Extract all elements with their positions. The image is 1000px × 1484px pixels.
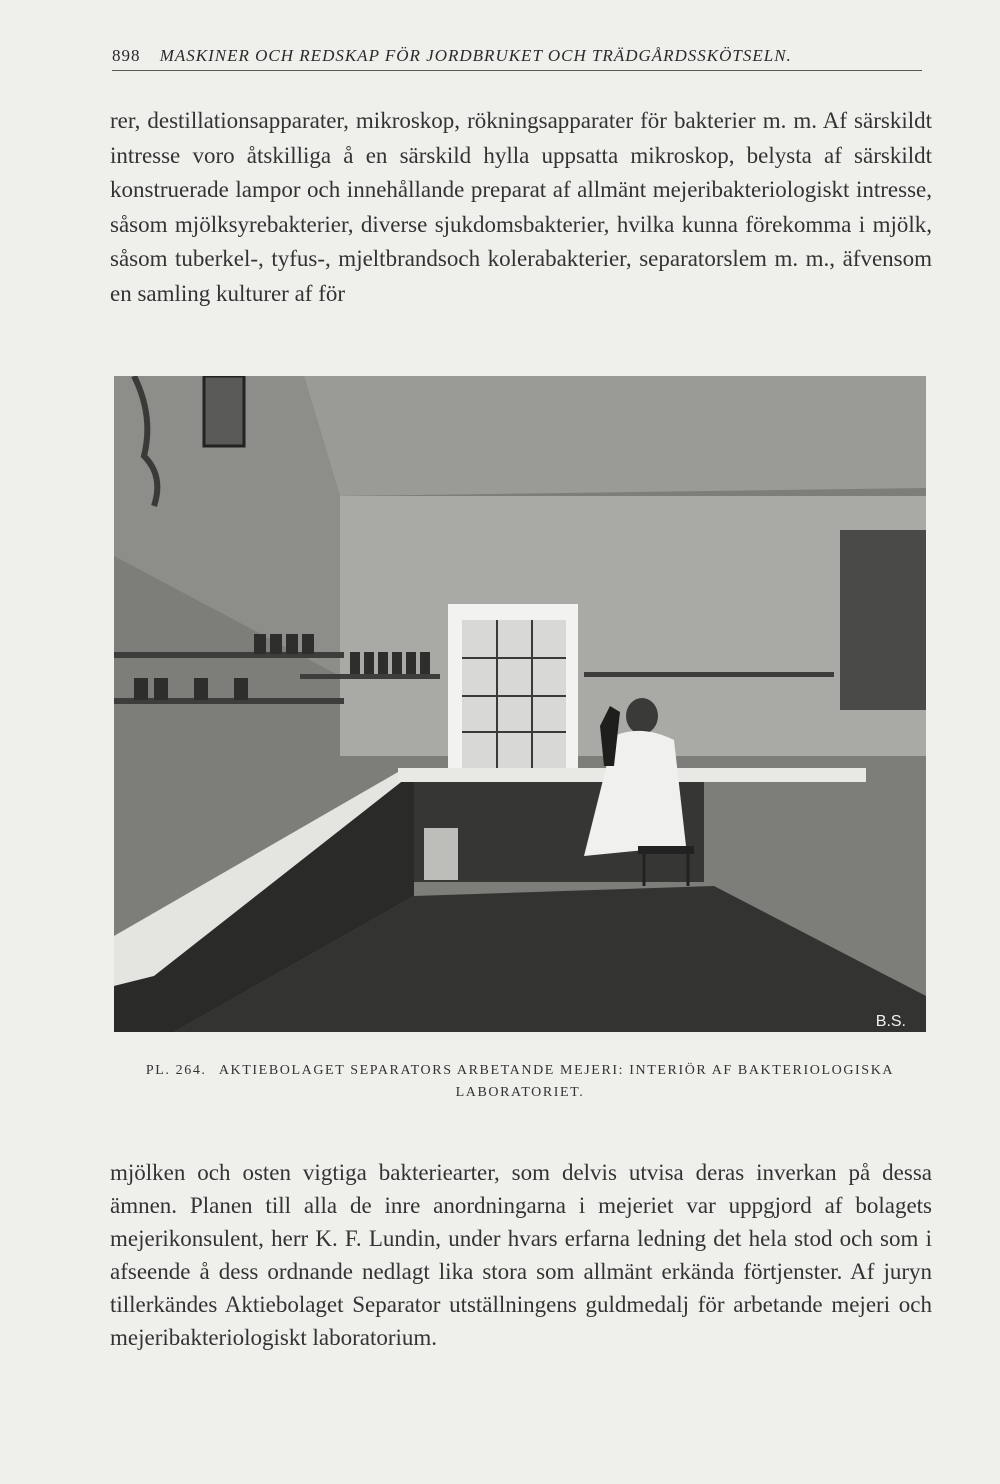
right-shelf (584, 672, 834, 677)
running-header (112, 46, 922, 71)
picture-frame (204, 376, 244, 446)
paragraph-text: rer, destillationsapparater, mikroskop, rökningsapparater för bakterier m. m. Af särskildt intresse voro åtskilliga å en särskild hylla uppsatta mikroskop, belysta af särskildt konstruerade lampor och innehållande preparat af allmänt mejeribakteriologiskt intresse, såsom mjölksyrebakterier, diverse sjukdomsbakterier, hvilka kunna förekomma i mjölk, såsom tuberkel-, tyfus-, mjeltbrandsoch kolerabakterier, separatorslem m. m., äfvensom en samling kulturer af för (110, 108, 932, 306)
photo-illustration (114, 376, 926, 1032)
running-title: MASKINER OCH REDSKAP FÖR JORDBRUKET OCH TRÄDGÅRDSSKÖTSELN. (159, 46, 792, 65)
figure-caption (114, 1060, 926, 1104)
ceiling (304, 376, 926, 496)
page-number: 898 (112, 46, 141, 65)
caption-text: AKTIEBOLAGET SEPARATORS ARBETANDE MEJERI: INTERIÖR AF BAKTERIOLOGISKA LABORATORIET. (218, 1063, 895, 1100)
plate-number: PL. 264. (145, 1063, 207, 1078)
bin (424, 828, 458, 880)
photo-signature: B.S. (875, 1013, 906, 1030)
door (840, 530, 926, 710)
laboratory-photograph (114, 376, 926, 1032)
body-paragraph-bottom (110, 1156, 932, 1354)
paragraph-text: mjölken och osten vigtiga bakteriearter, som delvis utvisa deras inverkan på dessa ämnen. Planen till alla de inre anordningarna i mejeriet var uppgjord af bolagets mejerikonsulent, herr K. F. Lundin, under hvars erfarna ledning det hela stod och som i afseende å dess ordnande nedlagt lika stora som allmänt erkända förtjenster. Af juryn tillerkändes Aktiebolaget Separator utställningens guldmedalj för arbetande mejeri och mejeribakteriologiskt laboratorium. (110, 1160, 932, 1350)
body-paragraph-top (110, 104, 932, 311)
